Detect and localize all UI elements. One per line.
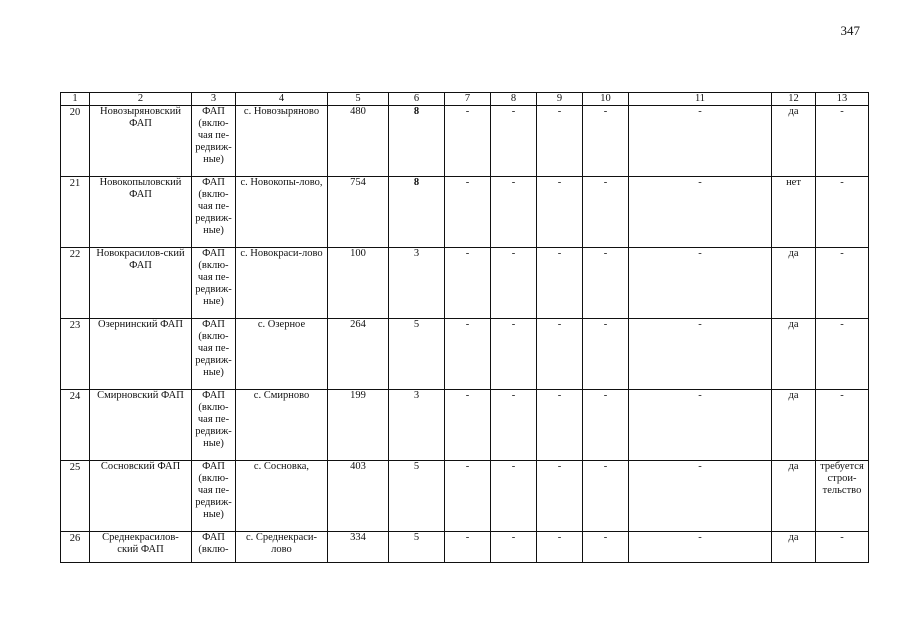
- facility-type-cell: ФАП (вклю-чая пе-редвиж-ные): [192, 319, 236, 390]
- status-cell: да: [772, 248, 816, 319]
- settlement-cell: с. Новокопы-лово,: [236, 177, 328, 248]
- facilities-table-container: [60, 92, 864, 563]
- value-cell: -: [629, 248, 772, 319]
- value-cell: -: [537, 390, 583, 461]
- status-cell: да: [772, 319, 816, 390]
- facility-name-cell: Среднекрасилов-ский ФАП: [90, 532, 192, 563]
- population-cell: 480: [328, 106, 389, 177]
- settlement-cell: с. Смирново: [236, 390, 328, 461]
- value-cell: -: [537, 532, 583, 563]
- value-cell: -: [445, 390, 491, 461]
- value-cell: -: [583, 532, 629, 563]
- distance-cell: 5: [389, 319, 445, 390]
- status-cell: да: [772, 461, 816, 532]
- value-cell: -: [583, 319, 629, 390]
- value-cell: -: [537, 248, 583, 319]
- value-cell: -: [445, 461, 491, 532]
- table-row: [61, 319, 869, 390]
- facility-type-cell: ФАП (вклю-чая пе-редвиж-ные): [192, 248, 236, 319]
- value-cell: -: [491, 461, 537, 532]
- header-cell: 3: [192, 93, 236, 106]
- table-row: [61, 390, 869, 461]
- distance-cell: 3: [389, 390, 445, 461]
- row-number-cell: 26: [61, 532, 90, 563]
- note-cell: -: [816, 177, 869, 248]
- value-cell: -: [583, 177, 629, 248]
- population-cell: 264: [328, 319, 389, 390]
- value-cell: -: [445, 106, 491, 177]
- value-cell: -: [629, 532, 772, 563]
- header-cell: 12: [772, 93, 816, 106]
- row-number-cell: 22: [61, 248, 90, 319]
- row-number-cell: 21: [61, 177, 90, 248]
- note-cell: -: [816, 390, 869, 461]
- distance-cell: 5: [389, 461, 445, 532]
- header-row: [61, 93, 869, 106]
- value-cell: -: [537, 177, 583, 248]
- settlement-cell: с. Среднекраси-лово: [236, 532, 328, 563]
- value-cell: -: [445, 177, 491, 248]
- value-cell: -: [629, 461, 772, 532]
- value-cell: -: [583, 461, 629, 532]
- facility-name-cell: Новозыряновский ФАП: [90, 106, 192, 177]
- settlement-cell: с. Сосновка,: [236, 461, 328, 532]
- settlement-cell: с. Новокраси-лово: [236, 248, 328, 319]
- table-row: [61, 106, 869, 177]
- facility-type-cell: ФАП (вклю-: [192, 532, 236, 563]
- value-cell: -: [445, 532, 491, 563]
- value-cell: -: [629, 319, 772, 390]
- row-number-cell: 25: [61, 461, 90, 532]
- note-cell: -: [816, 106, 869, 177]
- facilities-table: [60, 92, 869, 563]
- distance-cell: 8: [389, 177, 445, 248]
- table-row: [61, 177, 869, 248]
- value-cell: -: [583, 106, 629, 177]
- note-cell: -: [816, 248, 869, 319]
- header-cell: 6: [389, 93, 445, 106]
- row-number-cell: 24: [61, 390, 90, 461]
- facility-type-cell: ФАП (вклю-чая пе-редвиж-ные): [192, 106, 236, 177]
- facility-name-cell: Новокрасилов-ский ФАП: [90, 248, 192, 319]
- row-number-cell: 20: [61, 106, 90, 177]
- population-cell: 100: [328, 248, 389, 319]
- status-cell: да: [772, 390, 816, 461]
- value-cell: -: [491, 177, 537, 248]
- status-cell: да: [772, 106, 816, 177]
- note-cell: требуется строи-тельство: [816, 461, 869, 532]
- population-cell: 403: [328, 461, 389, 532]
- value-cell: -: [629, 390, 772, 461]
- value-cell: -: [491, 532, 537, 563]
- note-cell: -: [816, 319, 869, 390]
- value-cell: -: [445, 319, 491, 390]
- value-cell: -: [583, 390, 629, 461]
- header-cell: 9: [537, 93, 583, 106]
- table-row: [61, 461, 869, 532]
- facility-type-cell: ФАП (вклю-чая пе-редвиж-ные): [192, 390, 236, 461]
- population-cell: 754: [328, 177, 389, 248]
- table-row: [61, 248, 869, 319]
- distance-cell: 5: [389, 532, 445, 563]
- facility-name-cell: Новокопыловский ФАП: [90, 177, 192, 248]
- settlement-cell: с. Новозыряново: [236, 106, 328, 177]
- value-cell: -: [491, 319, 537, 390]
- page-number: 347: [840, 23, 860, 38]
- header-cell: 2: [90, 93, 192, 106]
- value-cell: -: [537, 461, 583, 532]
- header-cell: 4: [236, 93, 328, 106]
- facility-type-cell: ФАП (вклю-чая пе-редвиж-ные): [192, 177, 236, 248]
- value-cell: -: [491, 390, 537, 461]
- header-cell: 10: [583, 93, 629, 106]
- status-cell: нет: [772, 177, 816, 248]
- facility-name-cell: Озернинский ФАП: [90, 319, 192, 390]
- population-cell: 334: [328, 532, 389, 563]
- table-row: [61, 532, 869, 563]
- header-cell: 5: [328, 93, 389, 106]
- value-cell: -: [491, 248, 537, 319]
- facility-name-cell: Сосновский ФАП: [90, 461, 192, 532]
- header-cell: 8: [491, 93, 537, 106]
- value-cell: -: [537, 106, 583, 177]
- header-cell: 11: [629, 93, 772, 106]
- value-cell: -: [491, 106, 537, 177]
- header-cell: 1: [61, 93, 90, 106]
- note-cell: -: [816, 532, 869, 563]
- distance-cell: 8: [389, 106, 445, 177]
- value-cell: -: [583, 248, 629, 319]
- row-number-cell: 23: [61, 319, 90, 390]
- settlement-cell: с. Озерное: [236, 319, 328, 390]
- facility-name-cell: Смирновский ФАП: [90, 390, 192, 461]
- status-cell: да: [772, 532, 816, 563]
- header-cell: 7: [445, 93, 491, 106]
- value-cell: -: [445, 248, 491, 319]
- value-cell: -: [629, 177, 772, 248]
- header-cell: 13: [816, 93, 869, 106]
- distance-cell: 3: [389, 248, 445, 319]
- facility-type-cell: ФАП (вклю-чая пе-редвиж-ные): [192, 461, 236, 532]
- value-cell: -: [629, 106, 772, 177]
- population-cell: 199: [328, 390, 389, 461]
- value-cell: -: [537, 319, 583, 390]
